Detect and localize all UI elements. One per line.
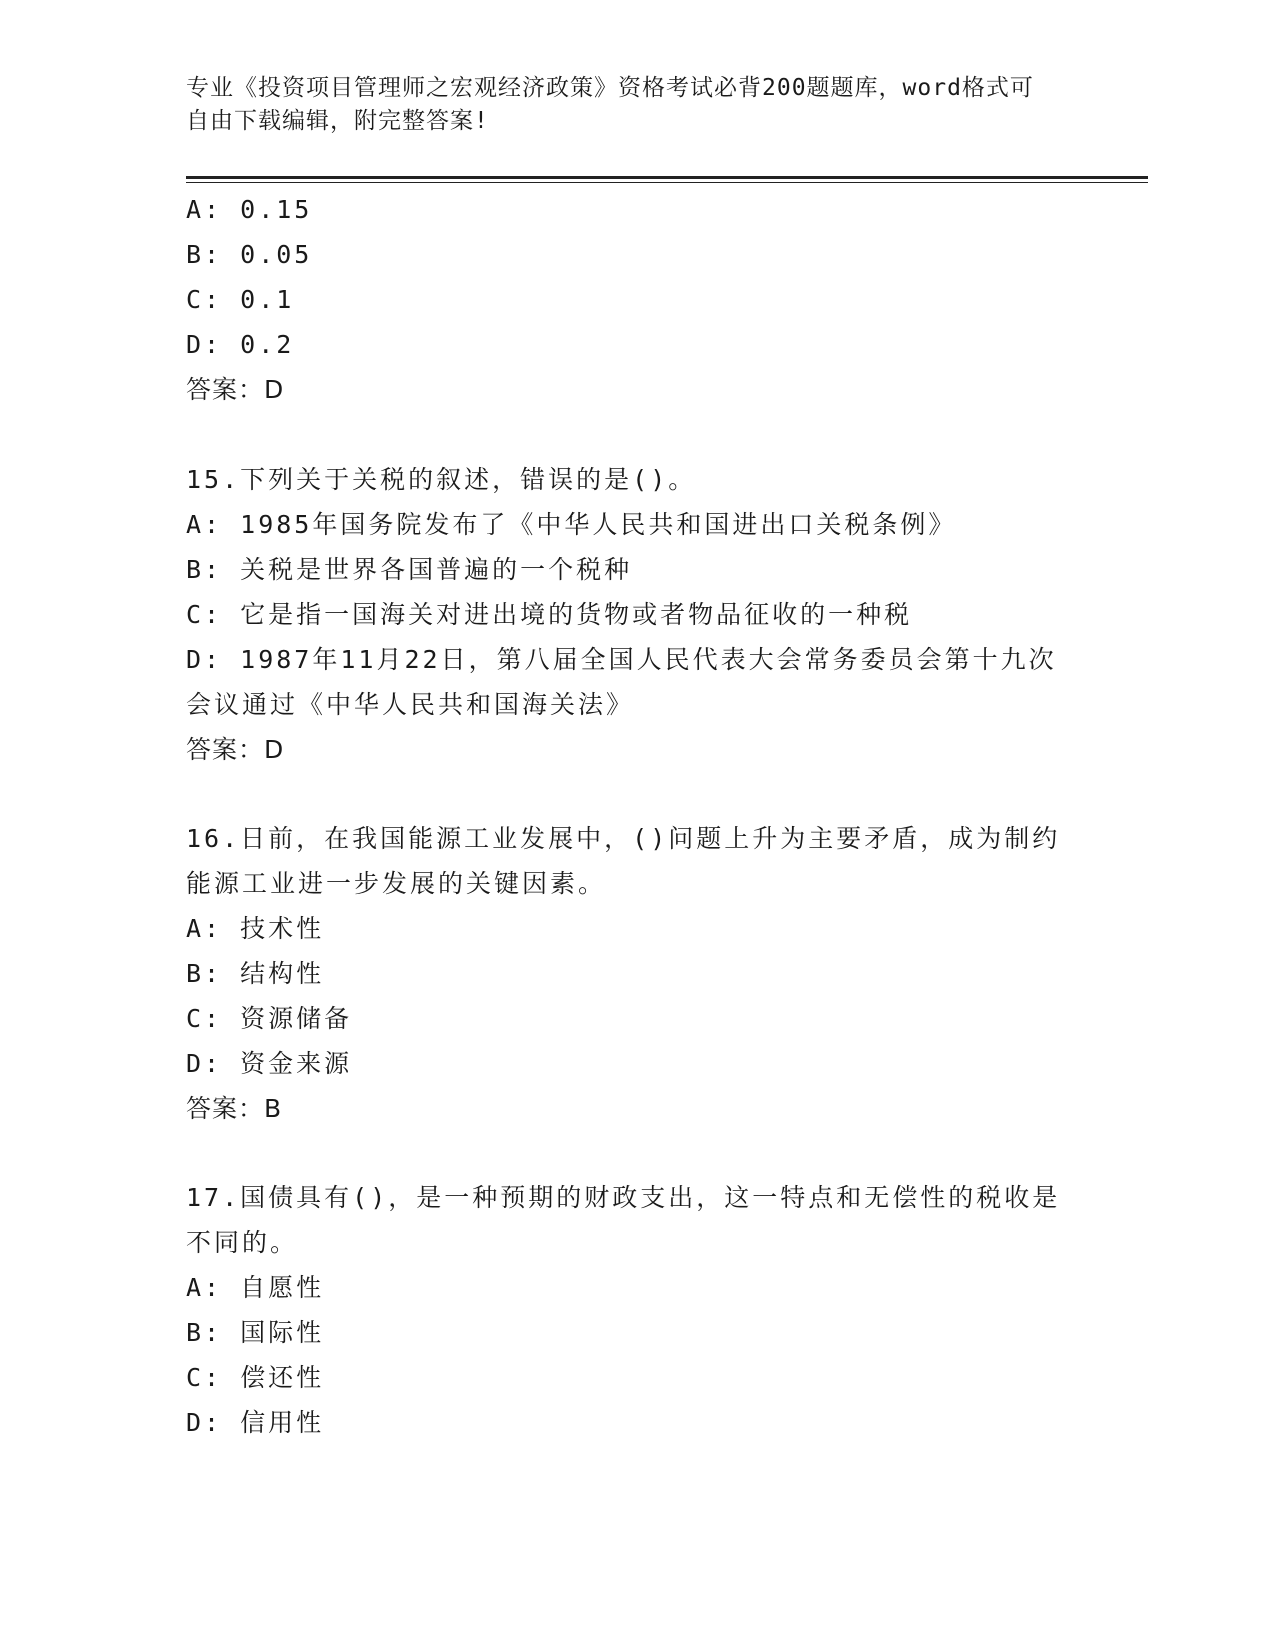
q14-option-c: C: 0.1 (186, 285, 295, 314)
q17-option-b: B: 国际性 (186, 1318, 325, 1347)
header-divider-thick (186, 176, 1148, 179)
q14-option-b: B: 0.05 (186, 240, 313, 269)
q15-stem-line-1: 15.下列关于关税的叙述，错误的是()。 (186, 465, 697, 494)
q17-option-c: C: 偿还性 (186, 1363, 325, 1392)
q14-answer: 答案：D (186, 375, 285, 404)
q16-option-d: D: 资金来源 (186, 1049, 353, 1078)
q14-option-a: A: 0.15 (186, 195, 313, 224)
q16-stem-line-2: 能源工业进一步发展的关键因素。 (186, 869, 607, 898)
header-title-line-1: 专业《投资项目管理师之宏观经济政策》资格考试必背200题题库，word格式可 (186, 75, 1034, 101)
q15-option-a: A: 1985年国务院发布了《中华人民共和国进出口关税条例》 (186, 510, 957, 539)
q17-stem-line-1: 17.国债具有()，是一种预期的财政支出，这一特点和无偿性的税收是 (186, 1183, 1061, 1212)
q16-answer: 答案：B (186, 1094, 283, 1123)
q15-option-d: D: 1987年11月22日，第八届全国人民代表大会常务委员会第十九次 (186, 645, 1057, 674)
q15-option-b: B: 关税是世界各国普遍的一个税种 (186, 555, 633, 584)
q17-option-d: D: 信用性 (186, 1408, 325, 1437)
document-header (186, 72, 1086, 138)
q16-option-b: B: 结构性 (186, 959, 325, 988)
q15-option-c: C: 它是指一国海关对进出境的货物或者物品征收的一种税 (186, 600, 913, 629)
q17-stem-line-2: 不同的。 (186, 1228, 299, 1257)
q16-option-c: C: 资源储备 (186, 1004, 353, 1033)
q16-option-a: A: 技术性 (186, 914, 325, 943)
header-title-line-2: 自由下载编辑，附完整答案! (186, 108, 489, 134)
q15-answer: 答案：D (186, 735, 285, 764)
q15-option-d-continued: 会议通过《中华人民共和国海关法》 (186, 690, 635, 719)
q17-option-a: A: 自愿性 (186, 1273, 325, 1302)
q14-option-d: D: 0.2 (186, 330, 295, 359)
header-divider-thin (186, 182, 1148, 183)
q16-stem-line-1: 16.日前，在我国能源工业发展中，()问题上升为主要矛盾，成为制约 (186, 824, 1061, 853)
